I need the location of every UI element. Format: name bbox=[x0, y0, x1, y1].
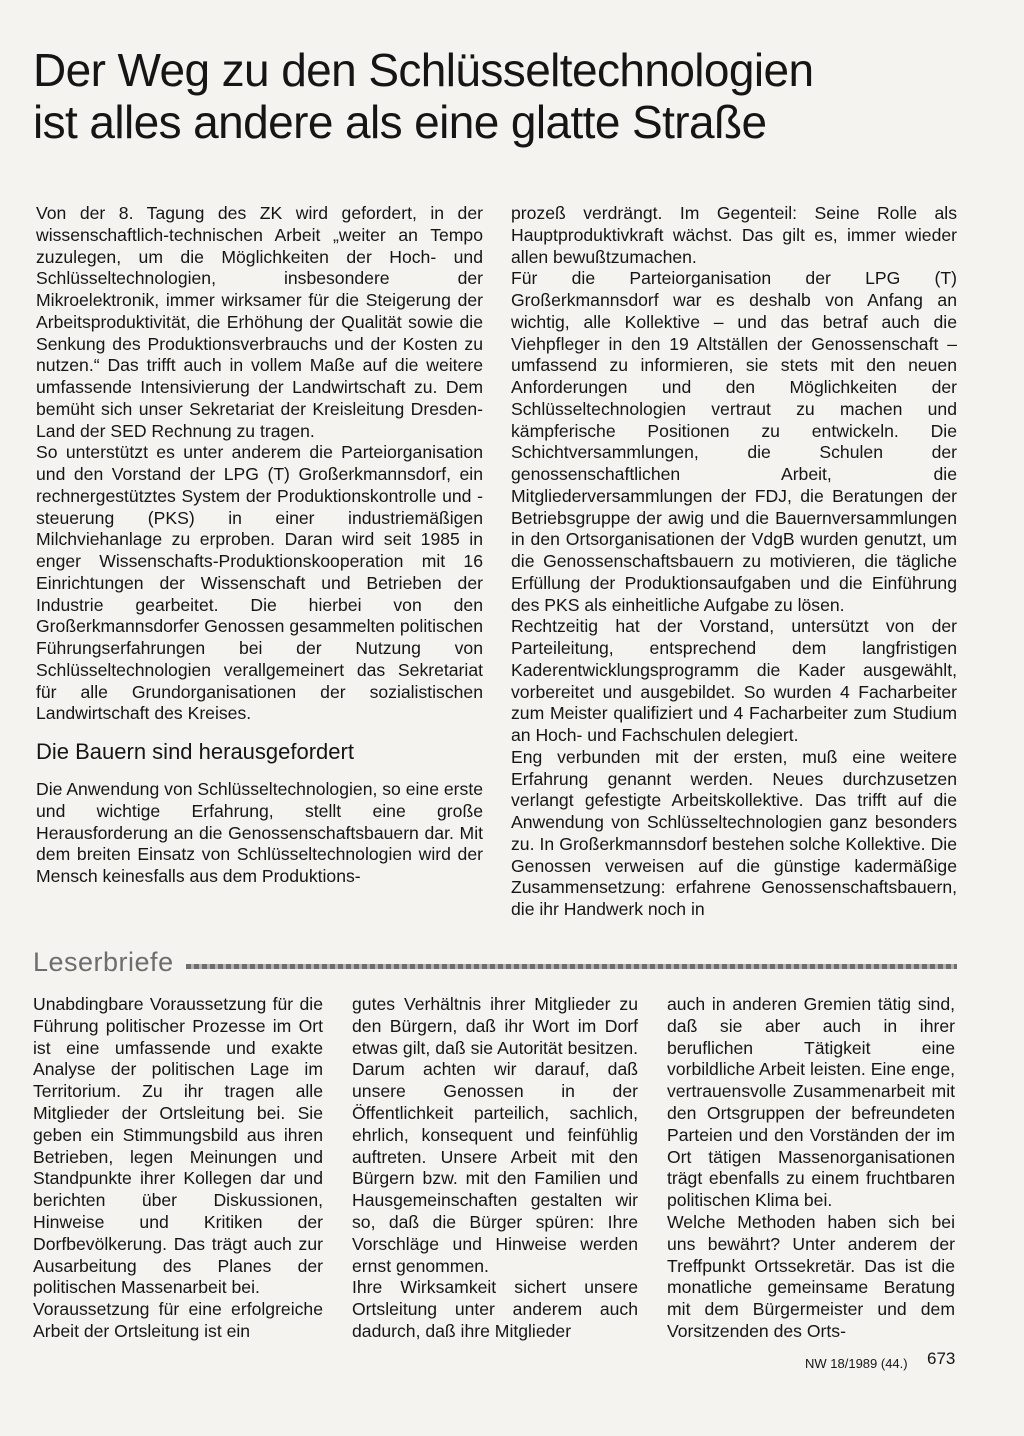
letter-paragraph: Ihre Wirksamkeit sichert unsere Ortsleitung unter anderem auch dadurch, daß ihre Mitglieder bbox=[352, 1277, 638, 1341]
article-paragraph: prozeß verdrängt. Im Gegenteil: Seine Rolle als Hauptproduktivkraft wächst. Das gilt es, immer wieder allen bewußtzumachen. bbox=[511, 203, 957, 267]
page-number: 673 bbox=[927, 1349, 956, 1368]
letter-paragraph: gutes Verhältnis ihrer Mitglieder zu den Bürgern, daß ihr Wort im Dorf etwas gilt, daß sie Autorität besitzen. Darum achten wir darauf, daß unsere Genossen in der Öffentlichkeit parteilich, sachlich, ehrlich, konsequent und feinfühlig auftreten. Unsere Arbeit mit den Bürgern bzw. mit den Familien und Hausgemeinschaften gestalten wir so, daß die Bürger spüren: Ihre Vorschläge und Hinweise werden ernst genommen. bbox=[352, 994, 638, 1276]
letter-paragraph: auch in anderen Gremien tätig sind, daß sie aber auch in ihrer beruflichen Tätigkeit eine vorbildliche Arbeit leisten. Eine enge, vertrauensvolle Zusammenarbeit mit den Ortsgruppen der befreundeten Parteien und den Vorständen der im Ort tätigen Massenorganisationen trägt ebenfalls zu einem fruchtbaren politischen Klima bei. bbox=[667, 994, 955, 1211]
article-paragraph: Für die Parteiorganisation der LPG (T) Großerkmannsdorf war es deshalb von Anfang an wichtig, alle Kollektive – und das betraf auch die Viehpfleger in den 19 Altställen der Genossenschaft – umfassend zu informieren, sie stets mit den neuen Anforderungen und den Möglichkeiten der Schlüsseltechnologien vertraut zu machen und kämpferische Positionen zu entwickeln. Die Schichtversammlungen, die Schulen der genossenschaftlichen Arbeit, die Mitgliederversammlungen der FDJ, die Beratungen der Betriebsgruppe der awig und die Bauernversammlungen in den Ortsorganisationen der VdgB wurden genutzt, um die Genossenschaftsbauern zu motivieren, die tägliche Erfüllung der Produktionsaufgaben und die Einführung des PKS als einheitliche Aufgabe zu lösen. bbox=[511, 268, 957, 615]
article-column-2 bbox=[511, 203, 957, 921]
headline-line-1: Der Weg zu den Schlüsseltechnologien bbox=[33, 44, 814, 96]
letters-column-3 bbox=[667, 994, 955, 1343]
article-paragraph: Von der 8. Tagung des ZK wird gefordert, in der wissenschaftlich-technischen Arbeit „weiter an Tempo zuzulegen, um die Möglichkeiten der Hoch- und Schlüsseltechnologien, insbesondere der Mikroelektronik, immer wirksamer für die Steigerung der Arbeitsproduktivität, die Erhöhung der Qualität sowie die Senkung des Produktionsverbrauchs und der Kosten zu nutzen.“ Das trifft auch in vollem Maße auf die weitere umfassende Intensivierung der Landwirtschaft zu. Dem bemüht sich unser Sekretariat der Kreisleitung Dresden-Land der SED Rechnung zu tragen. bbox=[36, 203, 483, 441]
letters-column-1 bbox=[33, 994, 323, 1343]
letters-section-label: Leserbriefe bbox=[33, 947, 174, 977]
headline-line-2: ist alles andere als eine glatte Straße bbox=[33, 96, 767, 148]
issue-reference: NW 18/1989 (44.) bbox=[805, 1356, 908, 1371]
letters-column-2 bbox=[352, 994, 638, 1343]
letter-paragraph: Voraussetzung für eine erfolgreiche Arbeit der Ortsleitung ist ein bbox=[33, 1299, 323, 1341]
article-paragraph: Rechtzeitig hat der Vorstand, untersützt von der Parteileitung, entsprechend dem langfristigen Kaderentwicklungsprogramm die Kader ausgewählt, vorbereitet und ausgebildet. So wurden 4 Facharbeiter zum Meister qualifiziert und 4 Facharbeiter zum Studium an Hoch- und Fachschulen delegiert. bbox=[511, 616, 957, 745]
article-paragraph: Die Anwendung von Schlüsseltechnologien, so eine erste und wichtige Erfahrung, stellt eine große Herausforderung an die Genossenschaftsbauern dar. Mit dem breiten Einsatz von Schlüsseltechnologien wird der Mensch keinesfalls aus dem Produktions- bbox=[36, 779, 483, 886]
article-paragraph: Eng verbunden mit der ersten, muß eine weitere Erfahrung genannt werden. Neues durchzusetzen verlangt gefestigte Arbeitskollektive. Das trifft auf die Anwendung von Schlüsseltechnologien ganz besonders zu. In Großerkmannsdorf bestehen solche Kollektive. Die Genossen verweisen auf die günstige kadermäßige Zusammensetzung: erfahrene Genossenschaftsbauern, die ihr Handwerk noch in bbox=[511, 746, 957, 919]
article-column-1 bbox=[36, 203, 483, 888]
headline bbox=[33, 44, 933, 148]
letters-section-header bbox=[33, 944, 957, 980]
letter-paragraph: Unabdingbare Voraussetzung für die Führung politischer Prozesse im Ort ist eine umfassende und exakte Analyse der politischen Lage im Territorium. Zu ihr tragen alle Mitglieder der Ortsleitung bei. Sie geben ein Stimmungsbild aus ihren Betrieben, legen Meinungen und Standpunkte ihrer Kollegen dar und berichten über Diskussionen, Hinweise und Kritiken der Dorfbevölkerung. Das trägt auch zur Ausarbeitung des Planes der politischen Massenarbeit bei. bbox=[33, 994, 323, 1298]
section-divider-rule bbox=[186, 964, 957, 969]
article-subheading: Die Bauern sind herausgefordert bbox=[36, 739, 354, 764]
article-paragraph: So unterstützt es unter anderem die Parteiorganisation und den Vorstand der LPG (T) Großerkmannsdorf, ein rechnergestütztes System der Produktionskontrolle und -steuerung (PKS) in einer industriemäßigen Milchviehanlage zu erproben. Daran wird seit 1985 in enger Wissenschafts-Produktionskooperation mit 16 Einrichtungen der Wissenschaft und Betrieben der Industrie gearbeitet. Die hierbei von den Großerkmannsdorfer Genossen gesammelten politischen Führungserfahrungen bei der Nutzung von Schlüsseltechnologien verallgemeinert das Sekretariat für alle Grundorganisationen der sozialistischen Landwirtschaft des Kreises. bbox=[36, 442, 483, 724]
letter-paragraph: Welche Methoden haben sich bei uns bewährt? Unter anderem der Treffpunkt Ortssekretär. Das ist die monatliche gemeinsame Beratung mit dem Bürgermeister und dem Vorsitzenden des Orts- bbox=[667, 1211, 955, 1341]
